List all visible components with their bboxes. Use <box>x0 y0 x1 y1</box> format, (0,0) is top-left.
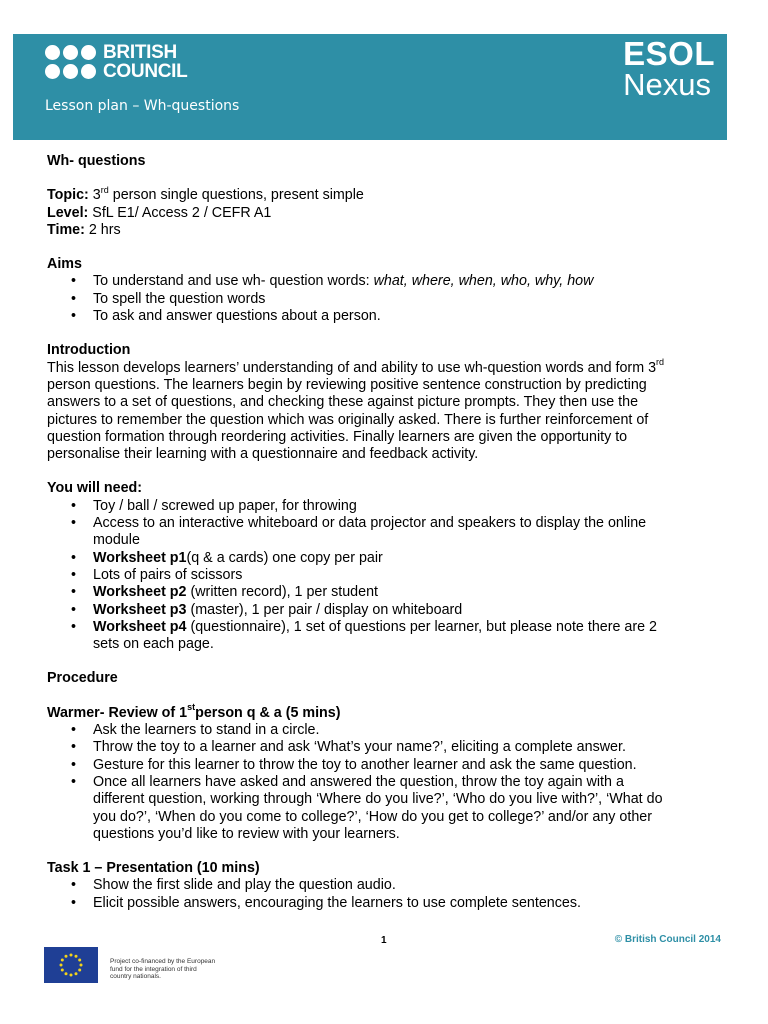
copyright: © British Council 2014 <box>614 934 721 945</box>
logo-line-1: BRITISH <box>103 42 177 63</box>
doc-title: Wh- questions <box>47 153 146 169</box>
aims-list <box>47 273 727 325</box>
list-item: • To ask and answer questions about a person. <box>71 308 381 325</box>
list-item: • Elicit possible answers, encouraging the learners to use complete sentences. <box>71 894 581 911</box>
list-item: • To understand and use wh- question words: what, where, when, who, why, how <box>71 273 594 290</box>
intro-line: question formation through reordering activities. Finally learners are given the opportunity to <box>47 428 628 445</box>
esol-nexus-logo <box>623 35 715 102</box>
warmer-heading: Warmer- Review of 1stperson q & a (5 mins) <box>47 701 341 721</box>
logo-line-2: COUNCIL <box>103 61 188 82</box>
header-banner <box>13 34 727 140</box>
brand-line-1: ESOL <box>623 35 715 72</box>
intro-line: This lesson develops learners’ understanding of and ability to use wh-question words and form 3rd <box>47 356 665 376</box>
eu-flag-icon <box>44 947 98 983</box>
intro-line: pictures to remember the question which was originally asked. There is further reinforcement of <box>47 411 649 428</box>
british-council-logo <box>45 43 187 81</box>
page-number: 1 <box>381 935 387 946</box>
brand-line-2: Nexus <box>623 67 712 102</box>
document-body <box>47 153 727 912</box>
task1-heading: Task 1 – Presentation (10 mins) <box>47 860 260 877</box>
warmer-list <box>47 722 727 843</box>
materials-list <box>47 498 727 654</box>
you-will-need-heading: You will need: <box>47 480 143 497</box>
level-line: Level: SfL E1/ Access 2 / CEFR A1 <box>47 204 272 221</box>
list-item: • Toy / ball / screwed up paper, for throwing <box>71 497 357 514</box>
list-item: • Show the first slide and play the question audio. <box>71 877 396 894</box>
list-item: • Ask the learners to stand in a circle. <box>71 722 320 739</box>
intro-line: answers to a set of questions, and checking these against picture prompts. They then use the <box>47 394 639 411</box>
list-item: • Worksheet p4 (questionnaire), 1 set of questions per learner, but please note there are 2 sets on each page. <box>71 618 658 653</box>
list-item: • Gesture for this learner to throw the toy to another learner and ask the same question. <box>71 756 637 773</box>
aims-heading: Aims <box>47 256 82 273</box>
list-item: • Throw the toy to a learner and ask ‘What’s your name?’, eliciting a complete answer. <box>71 739 626 756</box>
list-item: • Worksheet p2 (written record), 1 per student <box>71 584 379 601</box>
procedure-heading: Procedure <box>47 670 118 687</box>
list-item: • Lots of pairs of scissors <box>71 566 243 583</box>
list-item: • Worksheet p1(q & a cards) one copy per pair <box>71 549 383 566</box>
list-item: • Worksheet p3 (master), 1 per pair / display on whiteboard <box>71 601 463 618</box>
british-council-dots-icon <box>45 45 97 80</box>
list-item: • Once all learners have asked and answered the question, throw the toy again with a different question, working through ‘Where do you live?’, ‘Who do you live with?’, ‘What do you do?’, ‘When do you come to college?’, ‘How do you get to college?’ and/or any other questions you’d like to review with your learners. <box>71 773 663 842</box>
time-line: Time: 2 hrs <box>47 221 121 238</box>
introduction-heading: Introduction <box>47 342 131 359</box>
intro-line: personalise their learning with a questionnaire and feedback activity. <box>47 446 479 463</box>
task1-list <box>47 877 727 912</box>
lesson-title: Lesson plan – Wh-questions <box>45 98 240 114</box>
topic-line: Topic: 3rd person single questions, present simple <box>47 184 364 204</box>
list-item: • To spell the question words <box>71 290 266 307</box>
intro-line: person questions. The learners begin by reviewing positive sentence construction by predicting <box>47 376 647 393</box>
list-item: • Access to an interactive whiteboard or data projector and speakers to display the online module <box>71 515 647 549</box>
eu-funding-note: Project co-financed by the European fund for the integration of third country nationals. <box>110 958 216 980</box>
